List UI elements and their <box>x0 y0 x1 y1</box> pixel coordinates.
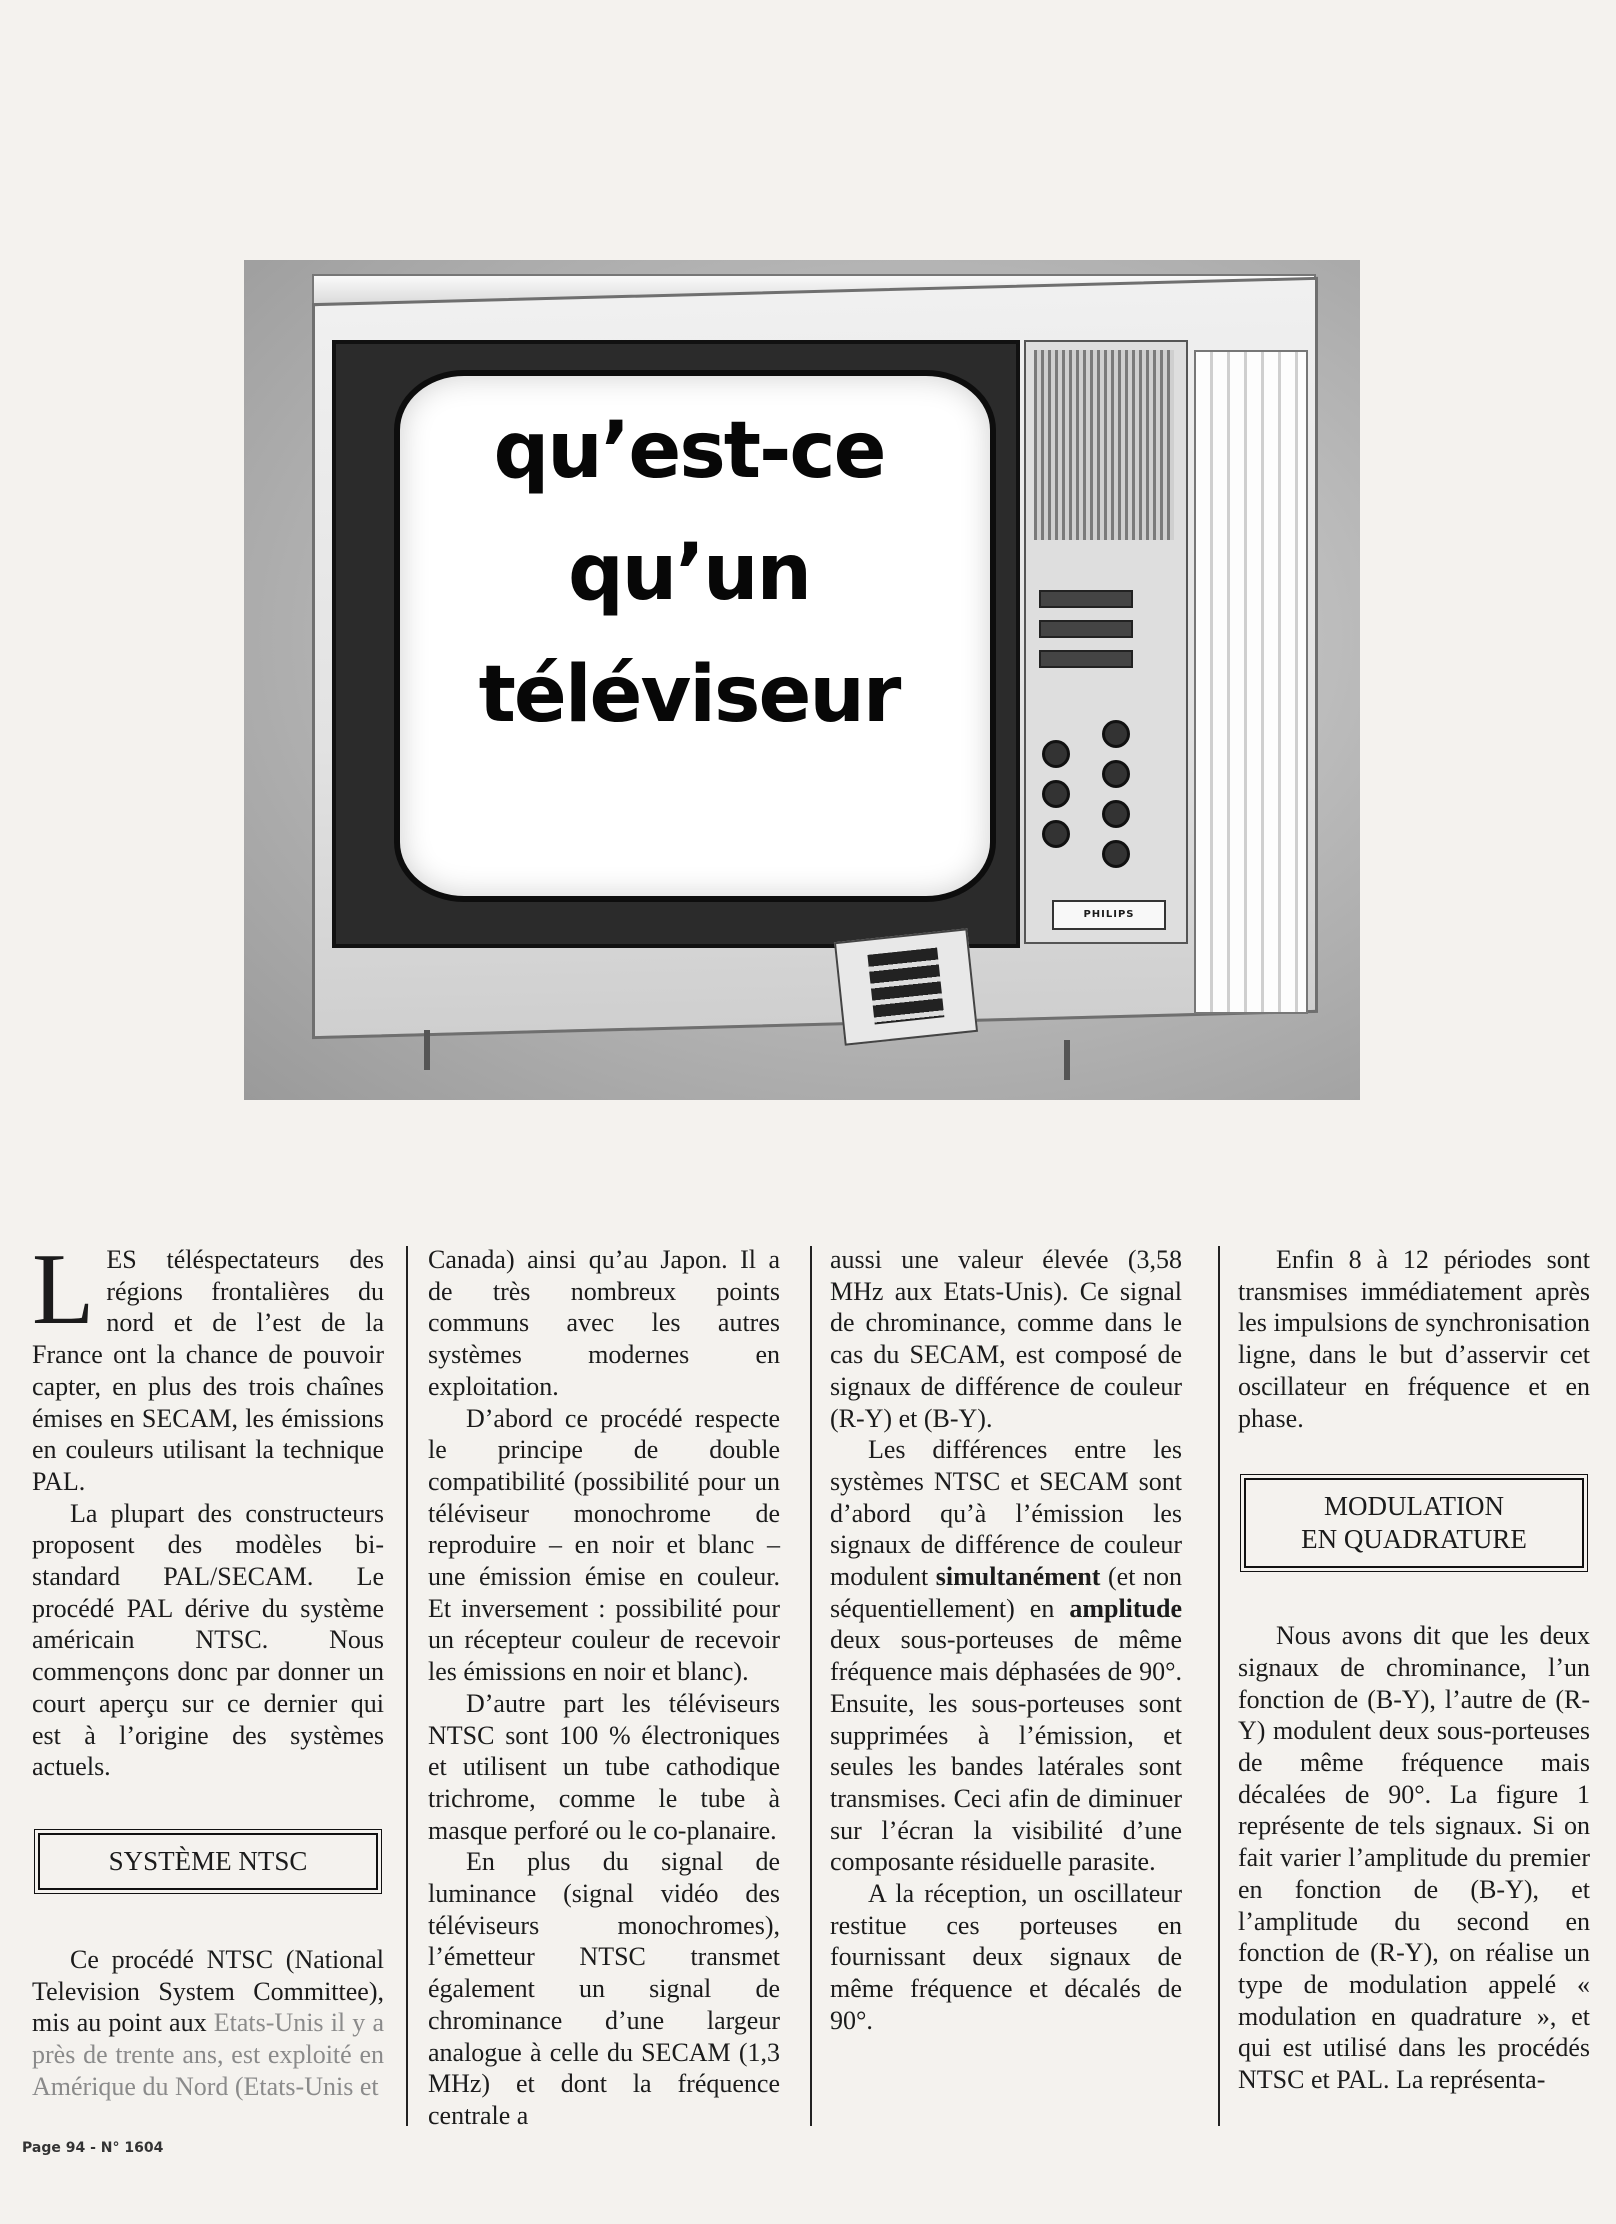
title-line-2: qu’un <box>567 528 811 618</box>
section-heading <box>1244 1478 1584 1568</box>
side-door <box>1194 350 1308 1014</box>
column-rule <box>1218 1246 1220 2126</box>
knob-control <box>1042 780 1070 808</box>
slider-control <box>1039 650 1133 668</box>
title-line-3: téléviseur <box>478 650 900 740</box>
slider-control <box>1039 620 1133 638</box>
paragraph <box>32 1944 384 2103</box>
title-line-1: qu’est-ce <box>493 406 885 496</box>
text-column-1 <box>32 1233 385 2102</box>
paragraph: A la réception, un oscillateur restitue ces porteuses en fournissant deux signaux de même fréquence et décalés de 90°. <box>830 1879 1182 2035</box>
paragraph-text: Ce procédé NTSC (National Television System Committee), mis au point aux <box>32 1944 384 2038</box>
column-rule <box>810 1246 812 2126</box>
knob-control <box>1042 820 1070 848</box>
paragraph: D’autre part les téléviseurs NTSC sont 100 % électroniques et utilisent un tube cathodique trichrome, comme le tube à masque perforé ou le co-planaire. <box>428 1688 780 1845</box>
page-footer: Page 94 - N° 1604 <box>22 2140 164 2156</box>
paragraph: Canada) ainsi qu’au Japon. Il a de très nombreux points communs avec les autres systèmes modernes en exploitation. <box>428 1245 780 1401</box>
knob-control <box>1042 740 1070 768</box>
bold-term: simultanément <box>935 1562 1101 1592</box>
tv-photo <box>244 260 1360 1100</box>
heading-line: MODULATION <box>1324 1491 1504 1522</box>
text-column-2 <box>428 1244 780 2132</box>
tv-leg <box>1064 1040 1070 1080</box>
text-column-3 <box>830 1244 1182 2037</box>
paragraph: En plus du signal de luminance (signal vidéo des téléviseurs monochromes), l’émetteur NTSC transmet également un signal de chrominance d’une largeur analogue à celle du SECAM (1,3 MHz) et dont la fréquence centrale a <box>428 1847 780 2130</box>
column-rule <box>406 1246 408 2126</box>
paragraph: Enfin 8 à 12 périodes sont transmises immédiatement après les impulsions de synchronisation ligne, dans le but d’asservir cet oscillateur en fréquence et en phase. <box>1238 1245 1590 1433</box>
speaker-grille <box>1034 350 1174 540</box>
heading-line: EN QUADRATURE <box>1301 1524 1527 1555</box>
knob-control <box>1102 720 1130 748</box>
knob-control <box>1102 760 1130 788</box>
tv-leg <box>424 1030 430 1070</box>
paragraph-text: ES téléspectateurs des régions frontalières du nord et de l’est de la France ont la chance de pouvoir capter, en plus des trois chaînes émises en SECAM, les émissions en couleurs utilisant la technique PAL. <box>32 1245 384 1496</box>
brand-plate: PHILIPS <box>1052 900 1166 930</box>
paragraph: Nous avons dit que les deux signaux de chrominance, l’un fonction de (B-Y), l’autre de (R-Y) modulent deux sous-porteuses de même fréquence mais décalées de 90°. La figure 1 représente de tels signaux. Si on fait varier l’amplitude du premier en fonction de (B-Y), et l’amplitude du second en fonction de (R-Y), on réalise un type de modulation appelé « modulation en quadrature », et qui est utilisé dans les procédés NTSC et PAL. La représenta- <box>1238 1621 1590 2095</box>
paragraph-text: (et non séquentiellement) en <box>830 1562 1182 1623</box>
paragraph <box>32 1233 384 1498</box>
remote-keypad <box>867 948 944 1025</box>
remote-control <box>834 928 978 1045</box>
paragraph <box>830 1434 1182 1878</box>
paragraph: aussi une valeur élevée (3,58 MHz aux Etats-Unis). Ce signal de chrominance, comme dans le cas du SECAM, est composé de signaux de différence de couleur (R-Y) et (B-Y). <box>830 1245 1182 1433</box>
paragraph-text: Les différences entre les systèmes NTSC et SECAM sont d’abord qu’à l’émission les signaux de différence de couleur modulent <box>830 1435 1182 1592</box>
paragraph-text: deux sous-porteuses de même fréquence mais déphasées de 90°. Ensuite, les sous-porteuses sont supprimées à l’émission, et seules les bandes latérales sont transmises. Ceci afin de diminuer sur l’écran la visibilité d’une composante résiduelle parasite. <box>830 1625 1182 1877</box>
knob-control <box>1102 800 1130 828</box>
knob-control <box>1102 840 1130 868</box>
bold-term: amplitude <box>1069 1593 1183 1623</box>
drop-cap: L <box>32 1233 95 1346</box>
slider-control <box>1039 590 1133 608</box>
paragraph: La plupart des constructeurs proposent des modèles bi-standard PAL/SECAM. Le procédé PAL dérive du système américain NTSC. Nous commençons donc par donner un court aperçu sur ce dernier qui est à l’origine des systèmes actuels. <box>32 1498 384 1782</box>
paragraph: D’abord ce procédé respecte le principe de double compatibilité (possibilité pour un téléviseur monochrome de reproduire – en noir et blanc – une émission émise en couleur. Et inversement : possibilité pour un récepteur couleur de recevoir les émissions en noir et blanc). <box>428 1403 780 1687</box>
section-heading: SYSTÈME NTSC <box>38 1833 378 1890</box>
text-column-4 <box>1238 1244 1590 2096</box>
faded-text: Etats-Unis il y a près de trente ans, est exploité en Amérique du Nord (Etats-Unis et <box>32 2008 385 2101</box>
article-title <box>394 390 984 756</box>
